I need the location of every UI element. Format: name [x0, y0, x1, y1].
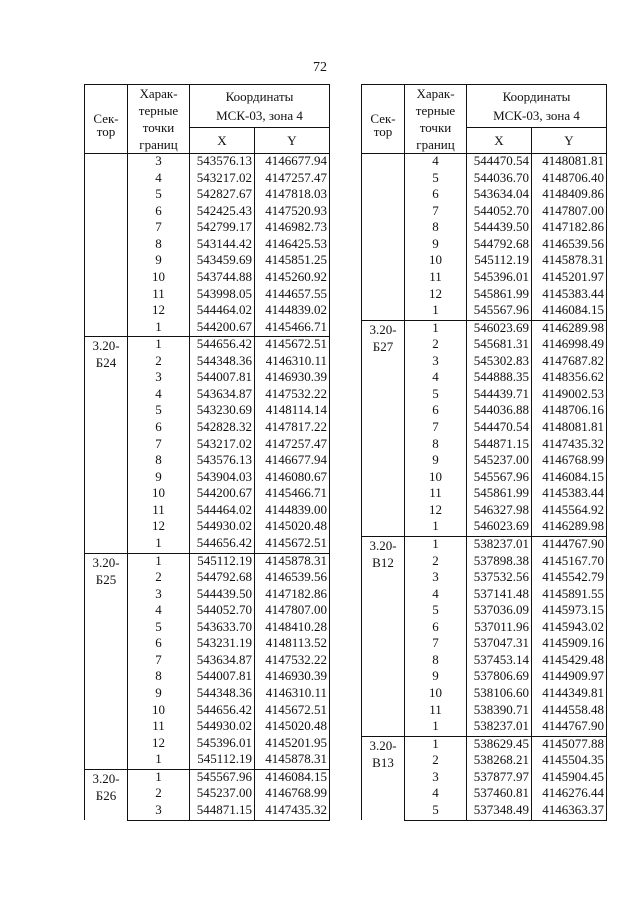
point-number-cell: 3	[128, 587, 190, 604]
x-coordinate-cell: 544439.71	[467, 387, 532, 404]
point-number-cell: 5	[128, 620, 190, 637]
y-coordinate-cell: 4146930.39	[255, 669, 330, 686]
header-coords-line2: МСК-03, зона 4	[216, 108, 303, 123]
sector-cell	[85, 769, 128, 820]
y-coordinate-cell: 4145891.55	[532, 587, 607, 604]
point-number-cell: 7	[405, 636, 467, 653]
x-coordinate-cell: 544036.88	[467, 403, 532, 420]
x-coordinate-cell: 537453.14	[467, 653, 532, 670]
y-coordinate-cell: 4145878.31	[532, 253, 607, 270]
y-coordinate-cell: 4144657.55	[255, 287, 330, 304]
y-coordinate-cell: 4145077.88	[532, 736, 607, 753]
point-number-cell: 5	[128, 403, 190, 420]
header-char-line2: терные	[138, 103, 179, 118]
y-coordinate-cell: 4146310.11	[255, 354, 330, 371]
x-coordinate-cell: 544200.67	[190, 320, 255, 337]
x-coordinate-cell: 538237.01	[467, 536, 532, 553]
point-number-cell: 2	[405, 554, 467, 571]
y-coordinate-cell: 4145201.97	[532, 270, 607, 287]
y-coordinate-cell: 4145878.31	[255, 752, 330, 769]
header-y: Y	[532, 128, 607, 154]
point-number-cell: 1	[128, 320, 190, 337]
y-coordinate-cell: 4147532.22	[255, 387, 330, 404]
y-coordinate-cell: 4146677.94	[255, 453, 330, 470]
point-number-cell: 10	[128, 703, 190, 720]
point-number-cell: 4	[128, 387, 190, 404]
point-number-cell: 7	[128, 653, 190, 670]
y-coordinate-cell: 4145504.35	[532, 753, 607, 770]
x-coordinate-cell: 545861.99	[467, 486, 532, 503]
y-coordinate-cell: 4145672.51	[255, 536, 330, 553]
y-coordinate-cell: 4145429.48	[532, 653, 607, 670]
x-coordinate-cell: 537011.96	[467, 620, 532, 637]
point-number-cell: 3	[128, 803, 190, 820]
y-coordinate-cell: 4145564.92	[532, 503, 607, 520]
y-coordinate-cell: 4145167.70	[532, 554, 607, 571]
y-coordinate-cell: 4146539.56	[255, 570, 330, 587]
y-coordinate-cell: 4146289.98	[532, 519, 607, 536]
x-coordinate-cell: 538106.60	[467, 686, 532, 703]
x-coordinate-cell: 544470.54	[467, 154, 532, 171]
table-row	[362, 736, 607, 753]
table-row	[362, 154, 607, 171]
point-number-cell: 12	[405, 287, 467, 304]
point-number-cell: 2	[128, 354, 190, 371]
x-coordinate-cell: 545237.00	[467, 453, 532, 470]
point-number-cell: 12	[128, 519, 190, 536]
x-coordinate-cell: 544036.70	[467, 171, 532, 188]
point-number-cell: 8	[405, 220, 467, 237]
point-number-cell: 2	[405, 337, 467, 354]
x-coordinate-cell: 545112.19	[190, 553, 255, 570]
x-coordinate-cell: 543230.69	[190, 403, 255, 420]
header-sector-line1: Сек-	[93, 111, 119, 126]
point-number-cell: 6	[128, 420, 190, 437]
sector-label-line: Б25	[95, 571, 117, 587]
y-coordinate-cell: 4147435.32	[255, 803, 330, 820]
header-coordinates	[467, 85, 607, 128]
point-number-cell: 11	[128, 287, 190, 304]
x-coordinate-cell: 543904.03	[190, 470, 255, 487]
y-coordinate-cell: 4146276.44	[532, 786, 607, 803]
point-number-cell: 10	[405, 686, 467, 703]
y-coordinate-cell: 4145904.45	[532, 770, 607, 787]
point-number-cell: 5	[405, 603, 467, 620]
x-coordinate-cell: 544792.68	[190, 570, 255, 587]
y-coordinate-cell: 4144839.00	[255, 503, 330, 520]
table-body-right	[362, 154, 607, 821]
y-coordinate-cell: 4147807.00	[255, 603, 330, 620]
header-coords-line2: МСК-03, зона 4	[493, 108, 580, 123]
header-x: X	[190, 128, 255, 154]
point-number-cell: 10	[128, 486, 190, 503]
y-coordinate-cell: 4148081.81	[532, 420, 607, 437]
x-coordinate-cell: 538237.01	[467, 719, 532, 736]
point-number-cell: 9	[405, 669, 467, 686]
point-number-cell: 5	[405, 171, 467, 188]
y-coordinate-cell: 4146998.49	[532, 337, 607, 354]
x-coordinate-cell: 543634.87	[190, 387, 255, 404]
y-coordinate-cell: 4146084.15	[255, 769, 330, 786]
header-sector	[362, 85, 405, 154]
point-number-cell: 9	[405, 237, 467, 254]
point-number-cell: 3	[405, 770, 467, 787]
x-coordinate-cell: 544439.50	[190, 587, 255, 604]
table-body-left	[85, 154, 330, 821]
sector-label-line: 3.20-	[92, 338, 120, 354]
point-number-cell: 4	[405, 370, 467, 387]
x-coordinate-cell: 537532.56	[467, 570, 532, 587]
point-number-cell: 1	[405, 320, 467, 337]
x-coordinate-cell: 543576.13	[190, 154, 255, 171]
point-number-cell: 7	[405, 420, 467, 437]
y-coordinate-cell: 4146768.99	[255, 786, 330, 803]
y-coordinate-cell: 4145383.44	[532, 287, 607, 304]
x-coordinate-cell: 544052.70	[467, 204, 532, 221]
y-coordinate-cell: 4147435.32	[532, 437, 607, 454]
table-row	[85, 553, 330, 570]
y-coordinate-cell: 4147807.00	[532, 204, 607, 221]
point-number-cell: 11	[405, 270, 467, 287]
y-coordinate-cell: 4147532.22	[255, 653, 330, 670]
y-coordinate-cell: 4146425.53	[255, 237, 330, 254]
header-coords-line1: Координаты	[225, 89, 294, 104]
y-coordinate-cell: 4147818.03	[255, 187, 330, 204]
y-coordinate-cell: 4145020.48	[255, 719, 330, 736]
page-number: 72	[313, 60, 327, 75]
header-char-line3: точки	[142, 120, 175, 135]
point-number-cell: 5	[405, 803, 467, 820]
y-coordinate-cell: 4144839.02	[255, 303, 330, 320]
sector-cell	[85, 337, 128, 553]
y-coordinate-cell: 4144767.90	[532, 536, 607, 553]
point-number-cell: 12	[128, 303, 190, 320]
point-number-cell: 9	[128, 470, 190, 487]
y-coordinate-cell: 4147257.47	[255, 437, 330, 454]
x-coordinate-cell: 543459.69	[190, 253, 255, 270]
header-sector-line2: тор	[96, 124, 116, 139]
point-number-cell: 11	[405, 703, 467, 720]
y-coordinate-cell: 4146080.67	[255, 470, 330, 487]
point-number-cell: 8	[405, 437, 467, 454]
y-coordinate-cell: 4146289.98	[532, 320, 607, 337]
y-coordinate-cell: 4144909.97	[532, 669, 607, 686]
sector-cell	[85, 154, 128, 337]
point-number-cell: 1	[405, 303, 467, 320]
point-number-cell: 1	[405, 519, 467, 536]
point-number-cell: 4	[405, 154, 467, 171]
header-char-line1: Харак-	[139, 86, 178, 101]
sector-cell	[85, 553, 128, 769]
point-number-cell: 1	[128, 536, 190, 553]
point-number-cell: 6	[405, 187, 467, 204]
point-number-cell: 7	[405, 204, 467, 221]
point-number-cell: 1	[128, 553, 190, 570]
x-coordinate-cell: 543634.04	[467, 187, 532, 204]
point-number-cell: 6	[405, 620, 467, 637]
y-coordinate-cell: 4145542.79	[532, 570, 607, 587]
x-coordinate-cell: 537806.69	[467, 669, 532, 686]
x-coordinate-cell: 546023.69	[467, 320, 532, 337]
y-coordinate-cell: 4146363.37	[532, 803, 607, 820]
y-coordinate-cell: 4146310.11	[255, 686, 330, 703]
sector-cell	[362, 320, 405, 536]
x-coordinate-cell: 545112.19	[190, 752, 255, 769]
y-coordinate-cell: 4148706.16	[532, 403, 607, 420]
y-coordinate-cell: 4146982.73	[255, 220, 330, 237]
y-coordinate-cell: 4148409.86	[532, 187, 607, 204]
x-coordinate-cell: 545567.96	[190, 769, 255, 786]
point-number-cell: 3	[128, 154, 190, 171]
point-number-cell: 11	[128, 503, 190, 520]
x-coordinate-cell: 537348.49	[467, 803, 532, 820]
y-coordinate-cell: 4145672.51	[255, 703, 330, 720]
point-number-cell: 12	[128, 736, 190, 753]
point-number-cell: 6	[405, 403, 467, 420]
point-number-cell: 1	[128, 769, 190, 786]
point-number-cell: 2	[128, 786, 190, 803]
x-coordinate-cell: 545681.31	[467, 337, 532, 354]
point-number-cell: 8	[128, 669, 190, 686]
table-row	[85, 337, 330, 354]
point-number-cell: 4	[128, 603, 190, 620]
y-coordinate-cell: 4145201.95	[255, 736, 330, 753]
header-coordinates	[190, 85, 330, 128]
point-number-cell: 3	[405, 354, 467, 371]
sector-cell	[362, 154, 405, 321]
header-char-line4: границ	[416, 137, 455, 152]
point-number-cell: 12	[405, 503, 467, 520]
x-coordinate-cell: 543744.88	[190, 270, 255, 287]
y-coordinate-cell: 4147520.93	[255, 204, 330, 221]
coordinates-table-left	[84, 84, 330, 821]
sector-label-line: В12	[372, 554, 394, 570]
coordinates-table-right	[361, 84, 607, 821]
x-coordinate-cell: 544200.67	[190, 486, 255, 503]
point-number-cell: 9	[128, 253, 190, 270]
x-coordinate-cell: 537036.09	[467, 603, 532, 620]
point-number-cell: 9	[405, 453, 467, 470]
header-char-line2: терные	[415, 103, 456, 118]
x-coordinate-cell: 542828.32	[190, 420, 255, 437]
x-coordinate-cell: 544930.02	[190, 719, 255, 736]
x-coordinate-cell: 542827.67	[190, 187, 255, 204]
point-number-cell: 11	[405, 486, 467, 503]
x-coordinate-cell: 537141.48	[467, 587, 532, 604]
x-coordinate-cell: 543217.02	[190, 171, 255, 188]
y-coordinate-cell: 4146677.94	[255, 154, 330, 171]
x-coordinate-cell: 544470.54	[467, 420, 532, 437]
y-coordinate-cell: 4148706.40	[532, 171, 607, 188]
point-number-cell: 1	[405, 536, 467, 553]
y-coordinate-cell: 4145383.44	[532, 486, 607, 503]
sector-cell	[362, 736, 405, 820]
point-number-cell: 6	[128, 636, 190, 653]
x-coordinate-cell: 544871.15	[467, 437, 532, 454]
x-coordinate-cell: 544348.36	[190, 354, 255, 371]
x-coordinate-cell: 537877.97	[467, 770, 532, 787]
y-coordinate-cell: 4145878.31	[255, 553, 330, 570]
x-coordinate-cell: 544007.81	[190, 669, 255, 686]
sector-label-line: 3.20-	[369, 537, 397, 553]
y-coordinate-cell: 4146539.56	[532, 237, 607, 254]
sector-label-line: 3.20-	[92, 554, 120, 570]
point-number-cell: 7	[128, 437, 190, 454]
y-coordinate-cell: 4148356.62	[532, 370, 607, 387]
point-number-cell: 3	[128, 370, 190, 387]
x-coordinate-cell: 545237.00	[190, 786, 255, 803]
x-coordinate-cell: 546023.69	[467, 519, 532, 536]
table-row	[362, 320, 607, 337]
y-coordinate-cell: 4144349.81	[532, 686, 607, 703]
x-coordinate-cell: 537460.81	[467, 786, 532, 803]
point-number-cell: 3	[405, 570, 467, 587]
x-coordinate-cell: 545567.96	[467, 303, 532, 320]
x-coordinate-cell: 543144.42	[190, 237, 255, 254]
sector-label-line: 3.20-	[369, 321, 397, 337]
x-coordinate-cell: 544007.81	[190, 370, 255, 387]
point-number-cell: 1	[405, 719, 467, 736]
point-number-cell: 4	[128, 171, 190, 188]
header-sector-line2: тор	[373, 124, 393, 139]
point-number-cell: 10	[405, 470, 467, 487]
y-coordinate-cell: 4148081.81	[532, 154, 607, 171]
x-coordinate-cell: 545112.19	[467, 253, 532, 270]
x-coordinate-cell: 538268.21	[467, 753, 532, 770]
sector-label-line: Б24	[95, 355, 117, 371]
point-number-cell: 1	[128, 752, 190, 769]
x-coordinate-cell: 545861.99	[467, 287, 532, 304]
y-coordinate-cell: 4144558.48	[532, 703, 607, 720]
x-coordinate-cell: 544052.70	[190, 603, 255, 620]
point-number-cell: 10	[128, 270, 190, 287]
y-coordinate-cell: 4145973.15	[532, 603, 607, 620]
sector-label-line: 3.20-	[369, 737, 397, 753]
sector-cell	[362, 536, 405, 736]
y-coordinate-cell: 4147182.86	[255, 587, 330, 604]
x-coordinate-cell: 537047.31	[467, 636, 532, 653]
header-x: X	[467, 128, 532, 154]
point-number-cell: 5	[128, 187, 190, 204]
point-number-cell: 6	[128, 204, 190, 221]
y-coordinate-cell: 4148114.14	[255, 403, 330, 420]
x-coordinate-cell: 545396.01	[190, 736, 255, 753]
y-coordinate-cell: 4145466.71	[255, 486, 330, 503]
point-number-cell: 5	[405, 387, 467, 404]
y-coordinate-cell: 4147257.47	[255, 171, 330, 188]
y-coordinate-cell: 4145909.16	[532, 636, 607, 653]
sector-label-line: Б27	[372, 338, 394, 354]
header-char-line3: точки	[419, 120, 452, 135]
x-coordinate-cell: 543998.05	[190, 287, 255, 304]
y-coordinate-cell: 4147182.86	[532, 220, 607, 237]
x-coordinate-cell: 544464.02	[190, 503, 255, 520]
sector-label-line: В13	[372, 754, 394, 770]
header-characteristic-points	[128, 85, 190, 154]
x-coordinate-cell: 542425.43	[190, 204, 255, 221]
y-coordinate-cell: 4146084.15	[532, 303, 607, 320]
header-sector-line1: Сек-	[370, 111, 396, 126]
y-coordinate-cell: 4145943.02	[532, 620, 607, 637]
point-number-cell: 2	[128, 570, 190, 587]
point-number-cell: 1	[405, 736, 467, 753]
y-coordinate-cell: 4149002.53	[532, 387, 607, 404]
point-number-cell: 8	[128, 453, 190, 470]
x-coordinate-cell: 543217.02	[190, 437, 255, 454]
x-coordinate-cell: 544348.36	[190, 686, 255, 703]
x-coordinate-cell: 543231.19	[190, 636, 255, 653]
x-coordinate-cell: 544792.68	[467, 237, 532, 254]
header-char-line4: границ	[139, 137, 178, 152]
y-coordinate-cell: 4145851.25	[255, 253, 330, 270]
y-coordinate-cell: 4148410.28	[255, 620, 330, 637]
table-row	[85, 769, 330, 786]
y-coordinate-cell: 4145672.51	[255, 337, 330, 354]
x-coordinate-cell: 544656.42	[190, 337, 255, 354]
table-row	[362, 536, 607, 553]
header-sector	[85, 85, 128, 154]
point-number-cell: 10	[405, 253, 467, 270]
x-coordinate-cell: 538390.71	[467, 703, 532, 720]
y-coordinate-cell: 4146930.39	[255, 370, 330, 387]
y-coordinate-cell: 4144767.90	[532, 719, 607, 736]
point-number-cell: 7	[128, 220, 190, 237]
x-coordinate-cell: 544871.15	[190, 803, 255, 820]
sector-label-line: Б26	[95, 787, 117, 803]
x-coordinate-cell: 544656.42	[190, 536, 255, 553]
y-coordinate-cell: 4146768.99	[532, 453, 607, 470]
x-coordinate-cell: 545396.01	[467, 270, 532, 287]
point-number-cell: 8	[128, 237, 190, 254]
x-coordinate-cell: 544888.35	[467, 370, 532, 387]
y-coordinate-cell: 4145020.48	[255, 519, 330, 536]
x-coordinate-cell: 545302.83	[467, 354, 532, 371]
y-coordinate-cell: 4147687.82	[532, 354, 607, 371]
header-coords-line1: Координаты	[502, 89, 571, 104]
y-coordinate-cell: 4145466.71	[255, 320, 330, 337]
point-number-cell: 2	[405, 753, 467, 770]
header-char-line1: Харак-	[416, 86, 455, 101]
point-number-cell: 9	[128, 686, 190, 703]
x-coordinate-cell: 542799.17	[190, 220, 255, 237]
point-number-cell: 1	[128, 337, 190, 354]
x-coordinate-cell: 544439.50	[467, 220, 532, 237]
x-coordinate-cell: 537898.38	[467, 554, 532, 571]
x-coordinate-cell: 546327.98	[467, 503, 532, 520]
point-number-cell: 11	[128, 719, 190, 736]
point-number-cell: 8	[405, 653, 467, 670]
header-y: Y	[255, 128, 330, 154]
y-coordinate-cell: 4146084.15	[532, 470, 607, 487]
x-coordinate-cell: 543634.87	[190, 653, 255, 670]
point-number-cell: 4	[405, 587, 467, 604]
table-row	[85, 154, 330, 171]
y-coordinate-cell: 4148113.52	[255, 636, 330, 653]
x-coordinate-cell: 543576.13	[190, 453, 255, 470]
x-coordinate-cell: 544464.02	[190, 303, 255, 320]
header-characteristic-points	[405, 85, 467, 154]
sector-label-line: 3.20-	[92, 770, 120, 786]
x-coordinate-cell: 538629.45	[467, 736, 532, 753]
x-coordinate-cell: 544656.42	[190, 703, 255, 720]
x-coordinate-cell: 544930.02	[190, 519, 255, 536]
x-coordinate-cell: 543633.70	[190, 620, 255, 637]
y-coordinate-cell: 4145260.92	[255, 270, 330, 287]
point-number-cell: 4	[405, 786, 467, 803]
x-coordinate-cell: 545567.96	[467, 470, 532, 487]
y-coordinate-cell: 4147817.22	[255, 420, 330, 437]
